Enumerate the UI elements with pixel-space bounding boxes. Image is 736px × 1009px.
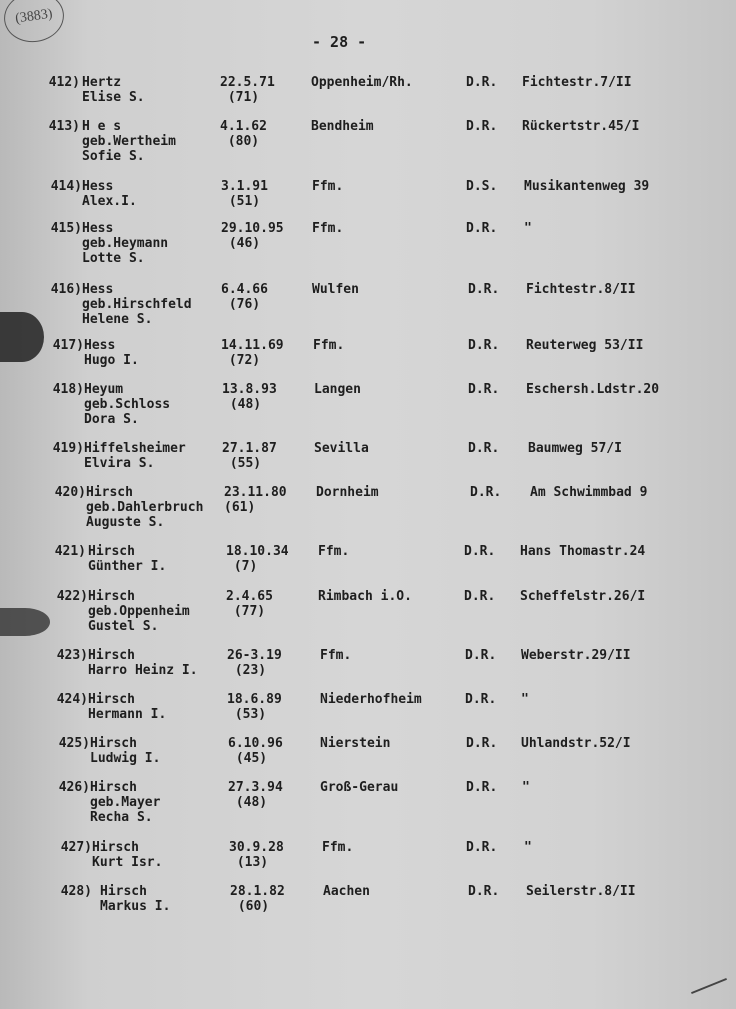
entry-number: 419) (52, 441, 84, 456)
birth-place: Aachen (323, 884, 370, 899)
citizenship: D.R. (464, 589, 496, 604)
page-number: - 28 - (312, 33, 367, 51)
citizenship: D.R. (466, 780, 498, 795)
entry-number: 416) (50, 282, 82, 297)
citizenship: D.R. (466, 75, 498, 90)
birth-date: 18.10.34 (7) (226, 544, 289, 574)
person-name: H e s geb.Wertheim Sofie S. (82, 119, 176, 164)
address: Rückertstr.45/I (522, 119, 640, 134)
entry-number: 421) (54, 544, 86, 559)
birth-place: Ffm. (313, 338, 345, 353)
birth-date: 4.1.62 (80) (220, 119, 267, 149)
person-name: Hess Hugo I. (84, 338, 139, 368)
entry-number: 420) (54, 485, 86, 500)
birth-place: Ffm. (318, 544, 350, 559)
address: Uhlandstr.52/I (521, 736, 631, 751)
birth-date: 18.6.89 (53) (227, 692, 282, 722)
birth-place: Wulfen (312, 282, 359, 297)
entry-number: 424) (56, 692, 88, 707)
birth-place: Groß-Gerau (320, 780, 399, 795)
person-name: Hirsch Harro Heinz I. (88, 648, 198, 678)
citizenship: D.R. (466, 221, 498, 236)
birth-place: Nierstein (320, 736, 391, 751)
entry-number: 414) (50, 179, 82, 194)
address: Reuterweg 53/II (526, 338, 644, 353)
address: Seilerstr.8/II (526, 884, 636, 899)
entry-number: 426) (58, 780, 90, 795)
person-name: Hess geb.Hirschfeld Helene S. (82, 282, 192, 327)
birth-date: 27.1.87 (55) (222, 441, 277, 471)
person-name: Heyum geb.Schloss Dora S. (84, 382, 171, 427)
address: Weberstr.29/II (521, 648, 631, 663)
citizenship: D.R. (468, 441, 500, 456)
person-name: Hess geb.Heymann Lotte S. (82, 221, 169, 266)
birth-place: Oppenheim/Rh. (311, 75, 413, 90)
entry-number: 413) (48, 119, 80, 134)
address: " (524, 221, 532, 236)
entry-number: 417) (52, 338, 84, 353)
person-name: Hirsch geb.Mayer Recha S. (90, 780, 161, 825)
address: Eschersh.Ldstr.20 (526, 382, 660, 397)
citizenship: D.R. (465, 692, 497, 707)
archive-stamp: (3883) (1, 0, 67, 46)
address: " (524, 840, 532, 855)
person-name: Hirsch Günther I. (88, 544, 167, 574)
address: " (521, 692, 529, 707)
address: " (522, 780, 530, 795)
citizenship: D.R. (466, 736, 498, 751)
citizenship: D.R. (466, 840, 498, 855)
pencil-mark (691, 978, 727, 994)
birth-place: Sevilla (314, 441, 369, 456)
citizenship: D.R. (464, 544, 496, 559)
birth-date: 13.8.93 (48) (222, 382, 277, 412)
address: Fichtestr.7/II (522, 75, 632, 90)
birth-date: 14.11.69 (72) (221, 338, 284, 368)
birth-date: 28.1.82 (60) (230, 884, 285, 914)
citizenship: D.R. (468, 382, 500, 397)
ink-blot (0, 608, 50, 636)
birth-place: Ffm. (320, 648, 352, 663)
birth-date: 6.4.66 (76) (221, 282, 268, 312)
entry-number: 428) (60, 884, 92, 899)
entry-number: 427) (60, 840, 92, 855)
birth-place: Ffm. (312, 221, 344, 236)
birth-place: Rimbach i.O. (318, 589, 412, 604)
citizenship: D.R. (468, 884, 500, 899)
person-name: Hirsch geb.Dahlerbruch Auguste S. (86, 485, 204, 530)
address: Fichtestr.8/II (526, 282, 636, 297)
birth-date: 2.4.65 (77) (226, 589, 273, 619)
person-name: Hirsch Kurt Isr. (92, 840, 163, 870)
birth-place: Bendheim (311, 119, 374, 134)
birth-date: 6.10.96 (45) (228, 736, 283, 766)
entry-number: 422) (56, 589, 88, 604)
birth-date: 26-3.19 (23) (227, 648, 282, 678)
entry-number: 415) (50, 221, 82, 236)
citizenship: D.R. (468, 282, 500, 297)
citizenship: D.R. (466, 119, 498, 134)
birth-date: 30.9.28 (13) (229, 840, 284, 870)
person-name: Hiffelsheimer Elvira S. (84, 441, 186, 471)
person-name: Hertz Elise S. (82, 75, 145, 105)
person-name: Hirsch geb.Oppenheim Gustel S. (88, 589, 190, 634)
person-name: Hirsch Ludwig I. (90, 736, 161, 766)
citizenship: D.R. (470, 485, 502, 500)
address: Am Schwimmbad 9 (530, 485, 648, 500)
birth-date: 29.10.95 (46) (221, 221, 284, 251)
citizenship: D.R. (468, 338, 500, 353)
birth-place: Ffm. (322, 840, 354, 855)
address: Baumweg 57/I (528, 441, 622, 456)
address: Hans Thomastr.24 (520, 544, 646, 559)
birth-date: 3.1.91 (51) (221, 179, 268, 209)
birth-place: Ffm. (312, 179, 344, 194)
entry-number: 425) (58, 736, 90, 751)
citizenship: D.R. (465, 648, 497, 663)
person-name: Hess Alex.I. (82, 179, 137, 209)
citizenship: D.S. (466, 179, 498, 194)
birth-date: 22.5.71 (71) (220, 75, 275, 105)
birth-place: Dornheim (316, 485, 379, 500)
person-name: Hirsch Hermann I. (88, 692, 167, 722)
birth-date: 27.3.94 (48) (228, 780, 283, 810)
ink-blot (0, 312, 44, 362)
birth-place: Langen (314, 382, 361, 397)
person-name: Hirsch Markus I. (100, 884, 171, 914)
address: Scheffelstr.26/I (520, 589, 646, 604)
entry-number: 412) (48, 75, 80, 90)
birth-place: Niederhofheim (320, 692, 422, 707)
entry-number: 418) (52, 382, 84, 397)
entry-number: 423) (56, 648, 88, 663)
address: Musikantenweg 39 (524, 179, 650, 194)
birth-date: 23.11.80 (61) (224, 485, 287, 515)
